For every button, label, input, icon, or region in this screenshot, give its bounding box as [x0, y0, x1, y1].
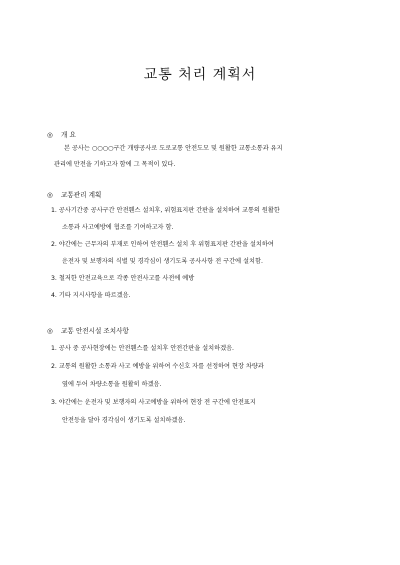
- paragraph-line: 관리에 만전을 기하고자 함에 그 목적이 있다.: [54, 161, 176, 168]
- paragraph-line: 본 공사는 ○○○○구간 개량공사로 도로교통 안전도모 및 원활한 교통소통과 유지: [64, 145, 283, 152]
- section-heading-overview: [47, 129, 76, 139]
- list-item: 3. 철저한 안전교육으로 각종 안전사고를 사전에 예방: [51, 275, 195, 282]
- list-item-continuation: 옆에 두어 차량소통을 원활히 하겠음.: [62, 381, 162, 388]
- section-heading-text: 개 요: [61, 131, 76, 139]
- document-title: 교통 처리 계획서: [143, 67, 257, 83]
- list-item: 2. 야간에는 근무자의 부재로 인하여 안전휀스 설치 후 위험표지판 간판을 설치하여: [51, 241, 274, 248]
- list-item: 1. 공사 중 공사현장에는 안전휀스를 설치후 안전간판을 설치하겠음.: [51, 345, 235, 352]
- list-item: 3. 야간에는 운전자 및 보행자의 사고예방을 위하여 현장 전 구간에 안전표지: [51, 399, 256, 406]
- section-heading-safety-measures: [47, 325, 129, 335]
- double-circle-icon: ◎: [47, 191, 53, 199]
- list-item: 2. 교통의 원활한 소통과 사고 예방을 위하여 수신호 자를 선정하여 현장 차량과: [51, 363, 264, 370]
- list-item-continuation: 소통과 사고예방에 협조를 기여하고자 함.: [62, 224, 174, 231]
- double-circle-icon: ◎: [47, 327, 53, 335]
- list-item: 1. 공사기간중 공사구간 안전휀스 설치후, 위험표지판 간판을 설치하여 교통의 원활한: [51, 207, 280, 214]
- list-item-continuation: 안전등을 달아 경각심이 생기도록 설치하겠음.: [62, 417, 186, 424]
- double-circle-icon: ◎: [47, 131, 53, 139]
- section-heading-traffic-plan: [47, 189, 101, 199]
- section-heading-text: 교통 안전시설 조치사항: [61, 327, 129, 335]
- list-item: 4. 기타 지시사항을 따르겠음.: [51, 292, 131, 299]
- section-heading-text: 교통관리 계획: [61, 191, 102, 199]
- list-item-continuation: 운전자 및 보행자의 식별 및 경각심이 생기도록 공사사항 전 구간에 설치함.: [62, 258, 263, 265]
